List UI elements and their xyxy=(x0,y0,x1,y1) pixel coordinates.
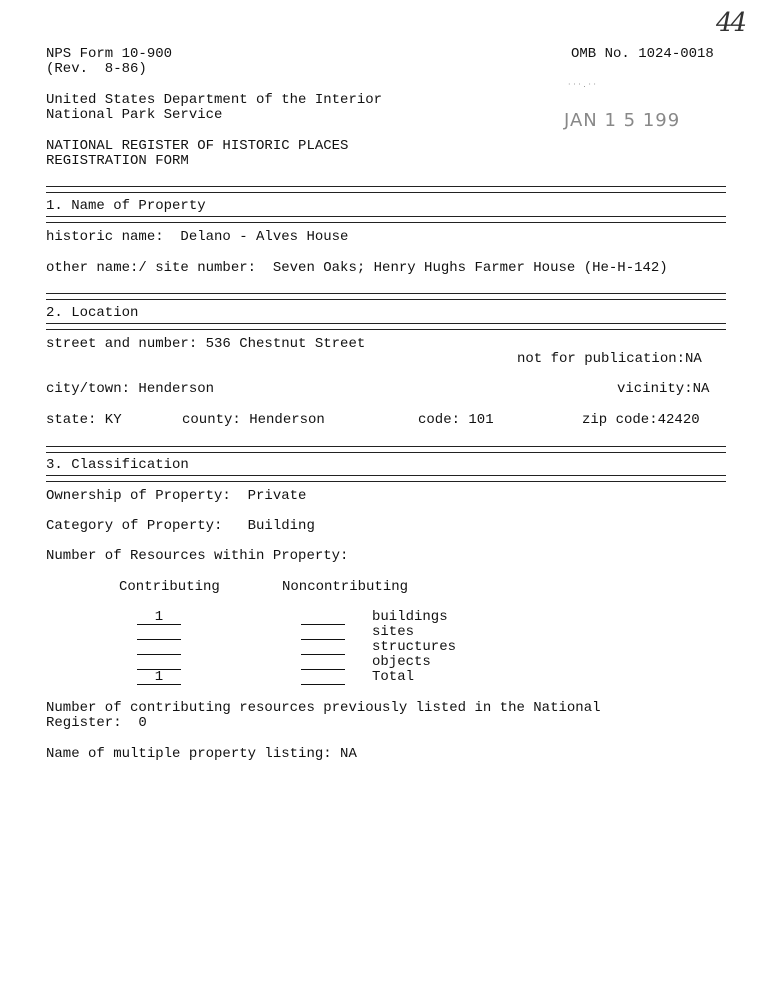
historic-name: historic name: Delano - Alves House xyxy=(46,229,349,245)
received-date-stamp: JAN 1 5 199 xyxy=(564,110,681,131)
state: state: KY xyxy=(46,412,122,428)
stamp-received-line: · · · . · · xyxy=(568,80,596,89)
form-number: NPS Form 10-900 xyxy=(46,46,173,62)
noncontributing-structures-count xyxy=(301,640,345,655)
other-names: other name:/ site number: Seven Oaks; Henry Hughs Farmer House (He-H-142) xyxy=(46,260,668,276)
contributing-buildings-count: 1 xyxy=(137,610,181,625)
contributing-sites-count xyxy=(137,625,181,640)
handwritten-page-number: 44 xyxy=(716,8,746,38)
noncontributing-column-header: Noncontributing xyxy=(282,579,409,595)
contributing-total-count: 1 xyxy=(137,670,181,685)
contributing-column-header: Contributing xyxy=(119,579,220,595)
form-revision: (Rev. 8-86) xyxy=(46,61,147,77)
city-town: city/town: Henderson xyxy=(46,381,215,397)
resource-label-buildings: buildings xyxy=(372,609,448,625)
contributing-objects-count xyxy=(137,655,181,670)
agency-name: National Park Service xyxy=(46,107,223,123)
previously-listed-line-2: Register: 0 xyxy=(46,715,147,731)
not-for-publication: not for publication:NA xyxy=(517,351,702,367)
county-code: code: 101 xyxy=(418,412,494,428)
section-divider xyxy=(46,475,726,482)
street-and-number: street and number: 536 Chestnut Street xyxy=(46,336,366,352)
zip-code: zip code:42420 xyxy=(582,412,700,428)
section-divider xyxy=(46,186,726,193)
section-3-heading: 3. Classification xyxy=(46,457,189,473)
county: county: Henderson xyxy=(182,412,325,428)
category-of-property: Category of Property: Building xyxy=(46,518,315,534)
resources-heading: Number of Resources within Property: xyxy=(46,548,349,564)
vicinity: vicinity:NA xyxy=(617,381,710,397)
section-divider xyxy=(46,216,726,223)
noncontributing-buildings-count xyxy=(301,610,345,625)
resource-label-structures: structures xyxy=(372,639,457,655)
multiple-property-listing: Name of multiple property listing: NA xyxy=(46,746,357,762)
ownership-of-property: Ownership of Property: Private xyxy=(46,488,307,504)
resource-label-sites: sites xyxy=(372,624,415,640)
omb-number: OMB No. 1024-0018 xyxy=(571,46,714,62)
department-name: United States Department of the Interior xyxy=(46,92,383,108)
section-2-heading: 2. Location xyxy=(46,305,139,321)
resource-label-total: Total xyxy=(372,669,415,685)
noncontributing-sites-count xyxy=(301,625,345,640)
noncontributing-total-count xyxy=(301,670,345,685)
resource-label-objects: objects xyxy=(372,654,431,670)
contributing-structures-count xyxy=(137,640,181,655)
previously-listed-line-1: Number of contributing resources previously listed in the National xyxy=(46,700,601,716)
section-divider xyxy=(46,323,726,330)
noncontributing-objects-count xyxy=(301,655,345,670)
form-title: REGISTRATION FORM xyxy=(46,153,189,169)
section-divider xyxy=(46,293,726,300)
section-1-heading: 1. Name of Property xyxy=(46,198,206,214)
register-title: NATIONAL REGISTER OF HISTORIC PLACES xyxy=(46,138,349,154)
section-divider xyxy=(46,446,726,453)
